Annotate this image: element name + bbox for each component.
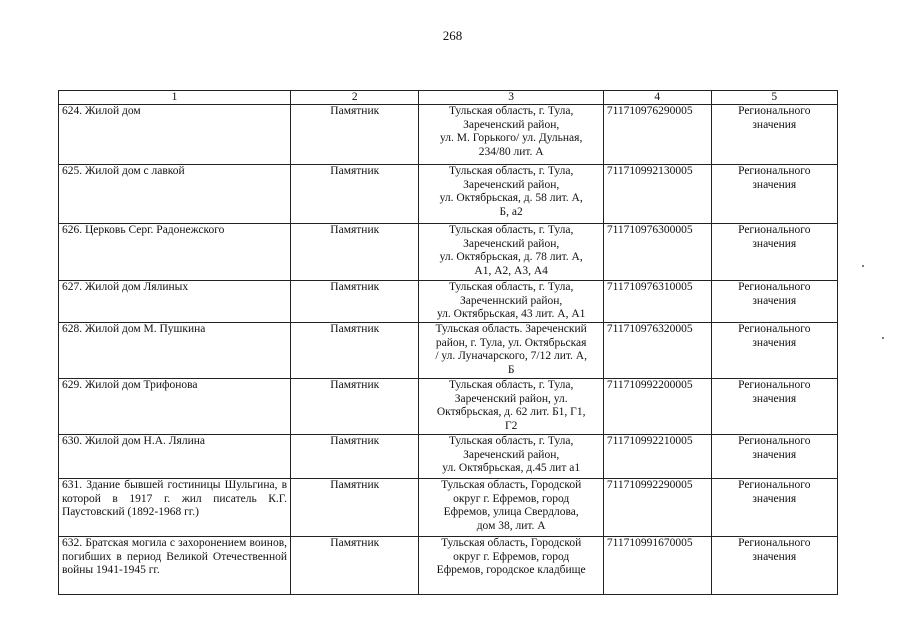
significance-category <box>711 379 837 435</box>
object-type: Памятник <box>291 105 419 165</box>
table-body <box>59 105 838 595</box>
object-address <box>419 479 603 537</box>
table-row <box>59 479 838 537</box>
category-line: значения <box>752 448 797 461</box>
address-line: Зареченский район, ул. <box>454 392 568 405</box>
category-line: Регионального <box>738 224 811 236</box>
object-name: 629. Жилой дом Трифонова <box>59 379 291 435</box>
object-type: Памятник <box>291 537 419 595</box>
address-line: Тульская область, Городской <box>441 479 582 491</box>
header-col-1: 1 <box>59 91 291 105</box>
significance-category <box>711 224 837 281</box>
registry-code: 711710976320005 <box>603 323 711 379</box>
table-row <box>59 105 838 165</box>
table-row <box>59 435 838 479</box>
object-name: 628. Жилой дом М. Пушкина <box>59 323 291 379</box>
registry-code: 711710992290005 <box>603 479 711 537</box>
address-line: Б <box>507 363 515 376</box>
category-line: Регионального <box>738 435 811 447</box>
object-name: 625. Жилой дом с лавкой <box>59 165 291 224</box>
header-col-5: 5 <box>711 91 837 105</box>
significance-category <box>711 435 837 479</box>
address-line: Зареченский район, <box>463 237 560 250</box>
address-line: / ул. Луначарского, 7/12 лит. А, <box>435 350 587 362</box>
header-col-4: 4 <box>603 91 711 105</box>
header-row <box>59 91 838 105</box>
registry-code: 711710992200005 <box>603 379 711 435</box>
category-line: Регионального <box>738 323 811 335</box>
address-line: ул. Октябрьская, д. 58 лит. А, <box>439 192 583 204</box>
category-line: Регионального <box>738 479 811 491</box>
header-col-2: 2 <box>291 91 419 105</box>
object-address <box>419 105 603 165</box>
table-row <box>59 224 838 281</box>
object-name: 631. Здание бывшей гостиницы Шульгина, в которой в 1917 г. жил писатель К.Г. Паустовский (1892-1968 гг.) <box>59 479 291 537</box>
address-line: Тульская область, г. Тула, <box>448 281 574 293</box>
address-line: 234/80 лит. А <box>478 145 544 158</box>
address-line: Тульская область, г. Тула, <box>448 224 574 236</box>
object-address <box>419 537 603 595</box>
address-line: Тульская область, г. Тула, <box>448 105 574 117</box>
address-line: дом 38, лит. А <box>476 519 546 532</box>
address-line: Ефремов, улица Свердлова, <box>443 506 579 518</box>
address-line: Зареченский район, <box>463 448 560 461</box>
address-line: Тульская область, г. Тула, <box>448 165 574 177</box>
table-row <box>59 379 838 435</box>
category-line: значения <box>752 237 797 250</box>
heritage-registry-table <box>58 90 838 595</box>
address-line: округ г. Ефремов, город <box>453 550 570 563</box>
registry-code: 711710992210005 <box>603 435 711 479</box>
object-type: Памятник <box>291 323 419 379</box>
object-address <box>419 379 603 435</box>
address-line: ул. Октябрьская, 43 лит. А, А1 <box>436 308 586 320</box>
significance-category <box>711 281 837 323</box>
header-col-3: 3 <box>419 91 603 105</box>
table-row <box>59 281 838 323</box>
object-type: Памятник <box>291 165 419 224</box>
category-line: значения <box>752 492 797 505</box>
object-address <box>419 165 603 224</box>
table-row <box>59 165 838 224</box>
table-header <box>59 91 838 105</box>
category-line: Регионального <box>738 105 811 117</box>
significance-category <box>711 165 837 224</box>
address-line: ул. Октябрьская, д.45 лит а1 <box>442 462 581 474</box>
table-row <box>59 323 838 379</box>
object-address <box>419 435 603 479</box>
category-line: значения <box>752 550 797 563</box>
category-line: Регионального <box>738 537 811 549</box>
object-type: Памятник <box>291 379 419 435</box>
address-line: Октябрьская, д. 62 лит. Б1, Г1, <box>436 406 586 418</box>
object-name: 624. Жилой дом <box>59 105 291 165</box>
address-line: Тульская область, г. Тула, <box>448 379 574 391</box>
page-number: 268 <box>442 28 463 43</box>
scan-speck <box>862 265 864 267</box>
registry-code: 711710992130005 <box>603 165 711 224</box>
category-line: Регионального <box>738 379 811 391</box>
address-line: Г2 <box>504 419 518 432</box>
significance-category <box>711 105 837 165</box>
registry-code: 711710991670005 <box>603 537 711 595</box>
address-line: Зареченнский район, <box>460 294 563 307</box>
category-line: Регионального <box>738 165 811 177</box>
object-name: 626. Церковь Серг. Радонежского <box>59 224 291 281</box>
significance-category <box>711 537 837 595</box>
object-type: Памятник <box>291 224 419 281</box>
address-line: Ефремов, городское кладбище <box>436 564 586 576</box>
object-type: Памятник <box>291 479 419 537</box>
category-line: значения <box>752 294 797 307</box>
object-address <box>419 323 603 379</box>
object-address <box>419 224 603 281</box>
object-name: 630. Жилой дом Н.А. Лялина <box>59 435 291 479</box>
address-line: Б, а2 <box>499 205 523 218</box>
category-line: значения <box>752 118 797 131</box>
significance-category <box>711 323 837 379</box>
object-name: 632. Братская могила с захоронением воинов, погибших в период Великой Отечественной войны 1941-1945 гг. <box>59 537 291 595</box>
address-line: округ г. Ефремов, город <box>453 492 570 505</box>
address-line: А1, А2, А3, А4 <box>474 264 548 277</box>
address-line: Тульская область. Зареченский <box>435 323 587 335</box>
address-line: район, г. Тула, ул. Октябрьская <box>435 336 587 349</box>
object-address <box>419 281 603 323</box>
address-line: Зареченский район, <box>463 118 560 131</box>
address-line: Зареченский район, <box>463 178 560 191</box>
registry-code: 711710976310005 <box>603 281 711 323</box>
registry-code: 711710976290005 <box>603 105 711 165</box>
object-type: Памятник <box>291 435 419 479</box>
address-line: Тульская область, Городской <box>441 537 582 549</box>
category-line: значения <box>752 336 797 349</box>
address-line: ул. Октябрьская, д. 78 лит. А, <box>439 251 583 263</box>
significance-category <box>711 479 837 537</box>
address-line: ул. М. Горького/ ул. Дульная, <box>440 132 583 144</box>
object-type: Памятник <box>291 281 419 323</box>
table-row <box>59 537 838 595</box>
category-line: значения <box>752 178 797 191</box>
registry-code: 711710976300005 <box>603 224 711 281</box>
object-name: 627. Жилой дом Лялиных <box>59 281 291 323</box>
category-line: Регионального <box>738 281 811 293</box>
scan-speck <box>882 337 884 339</box>
category-line: значения <box>752 392 797 405</box>
address-line: Тульская область, г. Тула, <box>448 435 574 447</box>
